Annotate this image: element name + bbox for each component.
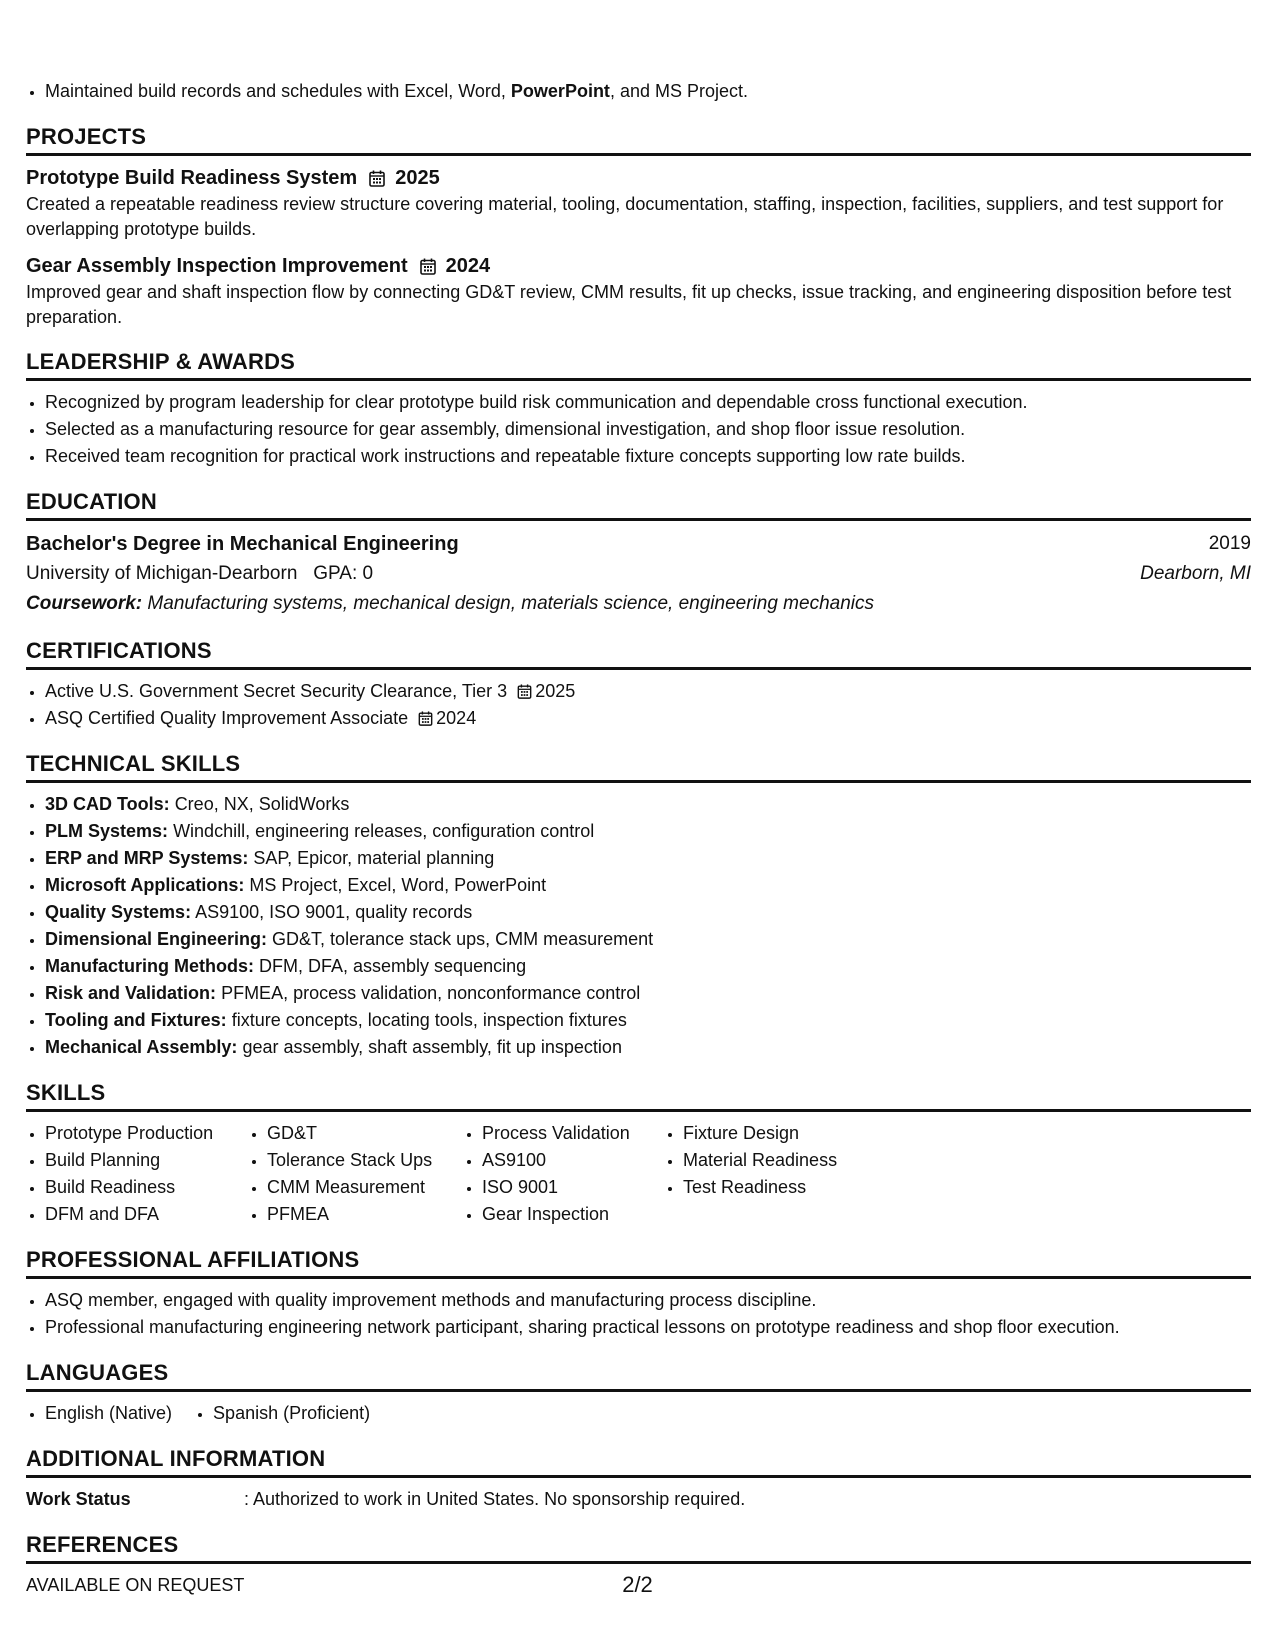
section-title: LANGUAGES — [26, 1359, 1251, 1392]
skill-value: PFMEA, process validation, nonconformance control — [221, 983, 641, 1003]
leadership-list — [26, 389, 1251, 470]
project-description: Improved gear and shaft inspection flow by connecting GD&T review, CMM results, fit up checks, issue tracking, and engineering disposition before test preparation. — [26, 282, 1232, 327]
certification-year: 2025 — [535, 681, 576, 701]
skills-column — [664, 1120, 903, 1228]
degree-name: Bachelor's Degree in Mechanical Engineering — [26, 533, 459, 555]
list-item: • Fixture Design — [683, 1120, 903, 1147]
skill-label: Dimensional Engineering: — [45, 929, 268, 949]
calendar-icon — [369, 170, 385, 187]
project-name: Prototype Build Readiness System — [26, 167, 358, 189]
certifications-list — [26, 678, 1251, 732]
list-item: • ASQ member, engaged with quality improvement methods and manufacturing process discipline. — [45, 1287, 1251, 1314]
list-item: • Test Readiness — [683, 1174, 903, 1201]
section-title: SKILLS — [26, 1079, 1251, 1112]
skill-value: SAP, Epicor, material planning — [253, 848, 495, 868]
additional-info-section — [26, 1445, 1251, 1513]
skill-value: MS Project, Excel, Word, PowerPoint — [249, 875, 547, 895]
technical-skills-section — [26, 750, 1251, 1061]
section-title: ADDITIONAL INFORMATION — [26, 1445, 1251, 1478]
page-number: 2/2 — [622, 1572, 653, 1597]
certifications-section — [26, 637, 1251, 732]
project-description: Created a repeatable readiness review structure covering material, tooling, documentation, staffing, inspection, facilities, suppliers, and test support for overlapping prototype builds. — [26, 194, 1224, 239]
work-status-label: Work Status — [26, 1489, 131, 1509]
certification-name: ASQ Certified Quality Improvement Associate — [45, 708, 409, 728]
affiliations-section — [26, 1246, 1251, 1341]
languages-section — [26, 1359, 1251, 1427]
list-item — [45, 705, 1251, 732]
list-item — [45, 1034, 1251, 1061]
calendar-icon — [517, 684, 532, 699]
skill-value: fixture concepts, locating tools, inspection fixtures — [231, 1010, 627, 1030]
project-item — [26, 164, 1251, 242]
skill-label: ERP and MRP Systems: — [45, 848, 249, 868]
resume-content — [26, 78, 1251, 1598]
list-item: • Tolerance Stack Ups — [267, 1147, 463, 1174]
projects-section — [26, 123, 1251, 330]
list-item: • Prototype Production — [45, 1120, 248, 1147]
list-item — [45, 791, 1251, 818]
languages-list — [26, 1400, 1251, 1427]
list-item: • Recognized by program leadership for clear prototype build risk communication and dependable cross functional execution. — [45, 389, 1251, 416]
bullet-text: Maintained build records and schedules with Excel, Word, — [45, 81, 511, 101]
list-item: • Received team recognition for practical work instructions and repeatable fixture concepts supporting low rate builds. — [45, 443, 1251, 470]
list-item: • Build Planning — [45, 1147, 248, 1174]
skill-label: Manufacturing Methods: — [45, 956, 254, 976]
experience-bullets — [26, 78, 1251, 105]
skill-label: Quality Systems: — [45, 902, 192, 922]
section-title: PROFESSIONAL AFFILIATIONS — [26, 1246, 1251, 1279]
language-item: • Spanish (Proficient) — [213, 1400, 370, 1427]
project-year: 2024 — [445, 255, 491, 277]
section-title: CERTIFICATIONS — [26, 637, 1251, 670]
coursework-label: Coursework: — [26, 593, 143, 614]
list-item — [45, 872, 1251, 899]
skill-label: Risk and Validation: — [45, 983, 217, 1003]
section-title: PROJECTS — [26, 123, 1251, 156]
certification-year: 2024 — [436, 708, 477, 728]
skill-label: Mechanical Assembly: — [45, 1037, 238, 1057]
school-name: University of Michigan-Dearborn — [26, 563, 298, 584]
gpa: GPA: 0 — [313, 563, 374, 584]
technical-skills-list — [26, 791, 1251, 1061]
skills-grid — [26, 1120, 1251, 1228]
list-item: • AS9100 — [482, 1147, 664, 1174]
coursework: Manufacturing systems, mechanical design, materials science, engineering mechanics — [147, 593, 874, 614]
skill-value: DFM, DFA, assembly sequencing — [259, 956, 527, 976]
skills-section — [26, 1079, 1251, 1228]
section-title: REFERENCES — [26, 1531, 1251, 1564]
skill-value: AS9100, ISO 9001, quality records — [195, 902, 473, 922]
list-item — [45, 926, 1251, 953]
list-item: • Material Readiness — [683, 1147, 903, 1174]
affiliations-list — [26, 1287, 1251, 1341]
list-item — [45, 1007, 1251, 1034]
list-item — [45, 953, 1251, 980]
graduation-year: 2019 — [1208, 533, 1251, 554]
list-item — [45, 818, 1251, 845]
list-item: • GD&T — [267, 1120, 463, 1147]
list-item: • PFMEA — [267, 1201, 463, 1228]
education-section — [26, 488, 1251, 619]
experience-bullet — [45, 78, 1251, 105]
section-title: EDUCATION — [26, 488, 1251, 521]
list-item — [45, 899, 1251, 926]
skill-value: GD&T, tolerance stack ups, CMM measurement — [272, 929, 654, 949]
project-name: Gear Assembly Inspection Improvement — [26, 255, 408, 277]
calendar-icon — [420, 258, 436, 275]
skill-value: gear assembly, shaft assembly, fit up inspection — [242, 1037, 622, 1057]
list-item: • Selected as a manufacturing resource for gear assembly, dimensional investigation, and shop floor issue resolution. — [45, 416, 1251, 443]
section-title: TECHNICAL SKILLS — [26, 750, 1251, 783]
references-text: AVAILABLE ON REQUEST — [26, 1575, 245, 1595]
school-location: Dearborn, MI — [1140, 563, 1251, 584]
work-status-value: : Authorized to work in United States. No sponsorship required. — [244, 1489, 746, 1509]
list-item: • Gear Inspection — [482, 1201, 664, 1228]
skills-column — [248, 1120, 463, 1228]
list-item — [45, 678, 1251, 705]
leadership-section — [26, 348, 1251, 470]
list-item: • Process Validation — [482, 1120, 664, 1147]
bullet-bold-text: PowerPoint — [510, 81, 610, 101]
list-item — [45, 980, 1251, 1007]
list-item: • CMM Measurement — [267, 1174, 463, 1201]
skills-column — [463, 1120, 664, 1228]
list-item: • ISO 9001 — [482, 1174, 664, 1201]
language-item: • English (Native) — [45, 1400, 172, 1427]
skill-label: PLM Systems: — [45, 821, 169, 841]
certification-name: Active U.S. Government Secret Security Clearance, Tier 3 — [45, 681, 508, 701]
list-item — [45, 845, 1251, 872]
list-item: • Build Readiness — [45, 1174, 248, 1201]
skill-label: Tooling and Fixtures: — [45, 1010, 227, 1030]
work-status-row — [26, 1486, 1251, 1513]
calendar-icon — [418, 711, 433, 726]
skill-value: Creo, NX, SolidWorks — [174, 794, 350, 814]
skill-value: Windchill, engineering releases, configuration control — [173, 821, 595, 841]
list-item: • DFM and DFA — [45, 1201, 248, 1228]
bullet-text: , and MS Project. — [609, 81, 748, 101]
section-title: LEADERSHIP & AWARDS — [26, 348, 1251, 381]
skill-label: 3D CAD Tools: — [45, 794, 170, 814]
project-year: 2025 — [395, 167, 440, 189]
project-item — [26, 252, 1251, 330]
list-item: • Professional manufacturing engineering network participant, sharing practical lessons on prototype readiness and shop floor execution. — [45, 1314, 1251, 1341]
skills-column — [26, 1120, 248, 1228]
skill-label: Microsoft Applications: — [45, 875, 245, 895]
